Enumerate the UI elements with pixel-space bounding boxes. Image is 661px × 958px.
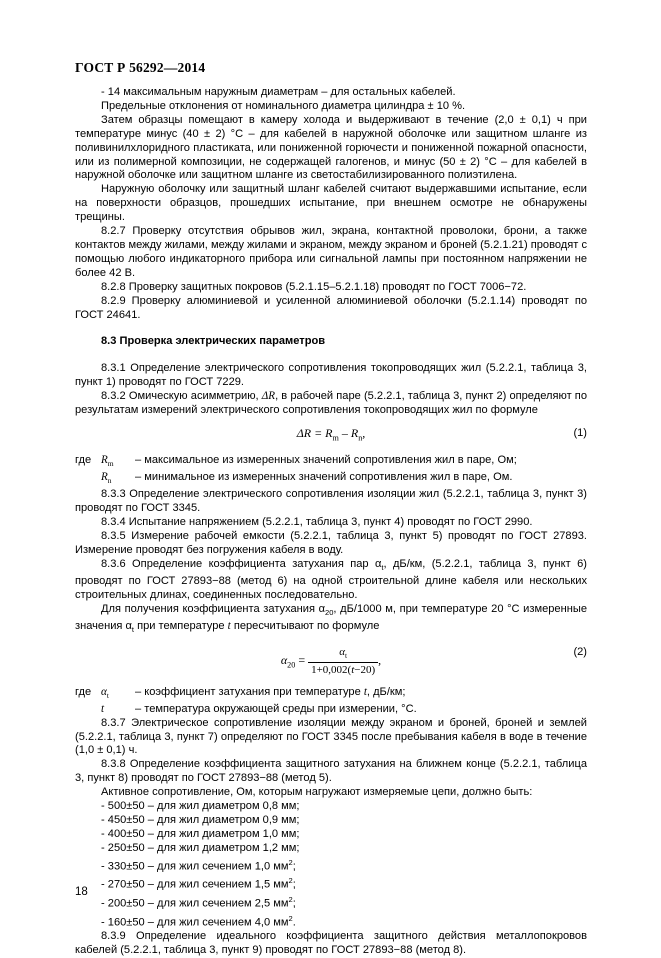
list-item: - 270±50 – для жил сечением 1,5 $мм^2$; <box>101 876 296 891</box>
paragraph-recalc: Для получения коэффициента затухания $\alpha_{20}$, дБ/1000 м, при температуре 20 °С измеренные значения $\alpha_t$ при температуре t пересчитывают по формуле <box>75 602 587 635</box>
paragraph-8-3-7: 8.3.7 Электрическое сопротивление изоляции между экраном и броней, броней и землей (5.2.2.1, таблица 3, пункт 7) определяют по ГОСТ 3345 после пребывания кабеля в воде в течение (1,0 ± 0,1) ч. <box>75 716 587 757</box>
where-1-text: – максимальное из измеренных значений сопротивления жил в паре, Ом; <box>135 454 517 467</box>
paragraph-4: Наружную оболочку или защитный шланг кабелей считают выдержавшими испытание, если на поверхности образцов, прошедших испытание, при внешнем осмотре не обнаружены трещины. <box>75 183 587 224</box>
list-item: - 400±50 – для жил диаметром 1,0 мм; <box>101 827 300 840</box>
where-line-2 <box>75 471 587 488</box>
paragraph-8-3-1: 8.3.1 Определение электрического сопротивления токопроводящих жил (5.2.2.1, таблица 3, пункт 1) проводят по ГОСТ 7229. <box>75 362 587 389</box>
paragraph-3: Затем образцы помещают в камеру холода и выдерживают в течение (2,0 ± 0,1) ч при температуре минус (40 ± 2) °С – для кабелей в наружной оболочке или защитном шланге из поливинилхлоридного пластиката, или пониженной горючести и пониженной пожарной опасности, или из полимерной композиции, не содержащей галогенов, и минус (50 ± 2) °С – для кабелей в наружной оболочке или защитном шланге из светостабилизированного полиэтилена. <box>75 113 587 182</box>
paragraph-8-3-9: 8.3.9 Определение идеального коэффициента защитного действия металлопокровов кабелей (5.2.2.1, таблица 3, пункт 9) проводят по ГОСТ 27893−88 (метод 8). <box>75 930 587 956</box>
where-block-1 <box>75 454 587 488</box>
page-header: ГОСТ Р 56292—2014 <box>75 60 206 75</box>
formula-2 <box>75 646 587 676</box>
para-9-pre: 8.3.2 Омическую асимметрию, <box>101 390 262 403</box>
para-9-post: , в рабочей паре (5.2.2.1, таблица 3, пункт 2) определяют по результатам измерений электрического сопротивления токопроводящих жил по формуле <box>75 390 587 417</box>
formula-1-number: (1) <box>573 426 587 439</box>
where2-line-2 <box>75 703 587 717</box>
formula-1-body: $\Delta R = R_m - R_n$, <box>296 425 366 443</box>
paragraph-8-3-3: 8.3.3 Определение электрического сопротивления изоляции жил (5.2.2.1, таблица 3, пункт 3) проводят по ГОСТ 3345. <box>75 488 587 515</box>
where2-2-symbol: t <box>101 702 105 715</box>
where2-1-symbol: $\alpha_t$ <box>101 685 109 700</box>
where-1-symbol: $R_m$ <box>101 454 114 469</box>
list-item: - 450±50 – для жил диаметром 0,9 мм; <box>101 814 300 826</box>
paragraph-resistance-intro: Активное сопротивление, Ом, которым нагружают измеряемые цепи, должно быть: <box>101 786 533 799</box>
paragraph-1: - 14 максимальным наружным диаметрам – для остальных кабелей. <box>101 86 456 98</box>
where2-2-text: – температура окружающей среды при измерении, °С. <box>135 702 417 715</box>
paragraph-2: Предельные отклонения от номинального диаметра цилиндра ± 10 %. <box>101 99 466 112</box>
list-item: - 330±50 – для жил сечением 1,0 $мм^2$; <box>101 857 296 873</box>
formula-2-body: $\alpha_{20}$ = $\frac{\alpha_t}{1+0,002(t-20)}$ , <box>280 646 382 676</box>
where-2-text: – минимальное из измеренных значений сопротивления жил в паре, Ом. <box>135 471 513 484</box>
formula-2-number: (2) <box>573 646 587 659</box>
list-item: - 500±50 – для жил диаметром 0,8 мм; <box>101 800 300 813</box>
paragraph-8-3-4: 8.3.4 Испытание напряжением (5.2.2.1, таблица 3, пункт 4) проводят по ГОСТ 2990. <box>101 516 533 529</box>
list-item: - 250±50 – для жил диаметром 1,2 мм; <box>101 841 300 854</box>
page-content <box>75 86 587 958</box>
paragraph-8-3-2 <box>75 390 587 418</box>
where-line-1: где $R_m$ – максимальное из измеренных значений сопротивления жил в паре, Ом; <box>75 454 587 471</box>
formula-2-fraction: $\frac{\alpha_t}{1+0,002(t-20)}$ <box>308 646 378 676</box>
formula-1 <box>75 427 587 445</box>
page-number: 18 <box>75 886 88 898</box>
where-2-symbol: $R_n$ <box>101 471 112 486</box>
paragraph-8-3-8: 8.3.8 Определение коэффициента защитного затухания на ближнем конце (5.2.2.1, таблица 3, пункт 8) проводят по ГОСТ 27893−88 (метод 5). <box>75 758 587 785</box>
list-item: - 200±50 – для жил сечением 2,5 $мм^2$; <box>101 894 296 910</box>
section-heading-8-3: 8.3 Проверка электрических параметров <box>101 335 326 348</box>
where2-line-1: где $\alpha_t$ – коэффициент затухания при температуре t, дБ/км; <box>75 686 587 703</box>
list-item: - 160±50 – для жил сечением 4,0 $мм^2$. <box>101 913 296 929</box>
paragraph-8-3-6: 8.3.6 Определение коэффициента затухания пар $\alpha_t$, дБ/км, (5.2.2.1, таблица 3, пункт 6) проводят по ГОСТ 27893−88 (метод 6) на одной строительной длине кабеля или нескольких строительных длинах, соединенных последовательно. <box>75 558 587 602</box>
paragraph-5: 8.2.7 Проверку отсутствия обрывов жил, экрана, контактной проволоки, брони, а также контактов между жилами, между жилами и экраном, между экраном и броней (5.2.1.21) проводят с помощью любого индикаторного прибора или сигнальной лампы при постоянном напряжении не более 42 В. <box>75 225 587 279</box>
para-9-symbol: ΔR <box>261 390 276 403</box>
paragraph-7: 8.2.9 Проверку алюминиевой и усиленной алюминиевой оболочки (5.2.1.14) проводят по ГОСТ 24641. <box>75 294 587 321</box>
where2-1-text: – коэффициент затухания при температуре t, дБ/км; <box>135 685 406 698</box>
where-block-2 <box>75 686 587 717</box>
paragraph-6: 8.2.8 Проверку защитных покровов (5.2.1.15–5.2.1.18) проводят по ГОСТ 7006−72. <box>101 280 527 293</box>
paragraph-8-3-5: 8.3.5 Измерение рабочей емкости (5.2.2.1, таблица 3, пункт 5) проводят по ГОСТ 27893. Измерение проводят без погружения кабеля в воду. <box>75 530 587 557</box>
resistance-list <box>75 800 587 930</box>
